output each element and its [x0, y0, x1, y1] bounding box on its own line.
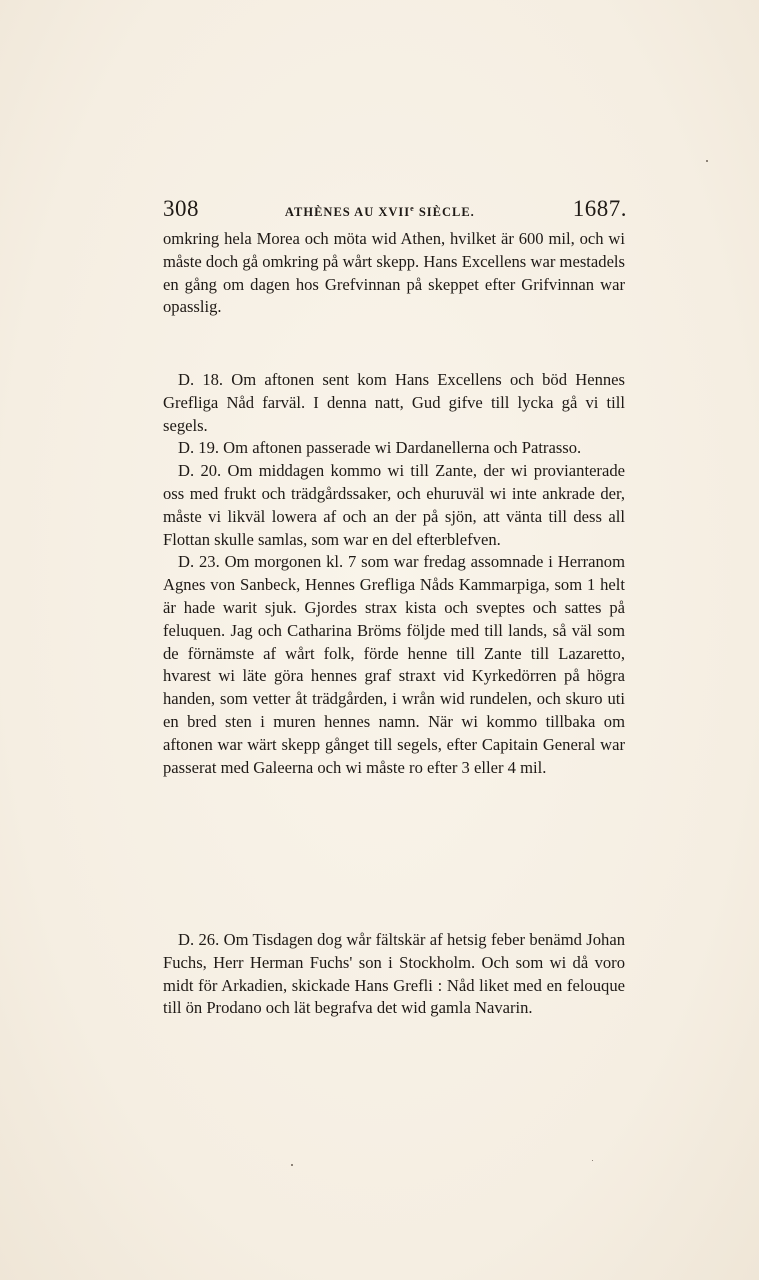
paper-speck	[291, 1164, 293, 1166]
running-header	[163, 196, 627, 230]
entry-d19: D. 19. Om aftonen passerade wi Dardanellerna och Patrasso.	[178, 438, 582, 458]
running-title-end: SIÈCLE.	[414, 205, 475, 219]
entry-d20: D. 20. Om middagen kommo wi till Zante, der wi provianterade oss med frukt och trädgårdssaker, och ehuruväl wi inte ankrade der, måste vi likväl lowera af och an der på sjön, att vänta till dess all Flottan skulle samlas, som war en del efterblefven.	[163, 461, 625, 549]
header-year: 1687.	[572, 196, 627, 221]
entry-d26: D. 26. Om Tisdagen dog wår fältskär af hetsig feber benämd Johan Fuchs, Herr Herman Fuchs' son i Stockholm. Och som wi då voro midt för Arkadien, skickade Hans Grefli : Nåd liket med en felouque till ön Prodano och lät begrafva det wid gamla Navarin.	[163, 930, 625, 1018]
entry-d23: D. 23. Om morgonen kl. 7 som war fredag assomnade i Herranom Agnes von Sanbeck, Hennes Grefliga Nåds Kammarpiga, som 1 helt är hade warit sjuk. Gjordes strax kista och sveptes och sattes på feluquen. Jag och Catharina Bröms följde med till lands, så väl som de förnämste af wårt folk, förde henne till Zante till Lazaretto, hvarest wi läte göra hennes graf straxt vid Kyrkedörren på högra handen, som vetter åt trädgården, i wrån wid rundelen, och skuro uti en bred sten i muren hennes namn. När wi kommo tillbaka om aftonen war wärt skepp gånget till segels, efter Capitain General war passerat med Galeerna och wi måste ro efter 3 eller 4 mil.	[163, 552, 625, 777]
paper-speck	[706, 160, 708, 162]
entry-d18: D. 18. Om aftonen sent kom Hans Excellens och böd Hennes Grefliga Nåd farväl. I denna natt, Gud gifve till lycka gå vi till segels.	[163, 370, 625, 435]
running-title-main: ATHÈNES AU XVII	[284, 205, 411, 219]
running-title-superscript: e	[410, 203, 415, 213]
text-block-entries	[163, 369, 625, 779]
page-number: 308	[163, 196, 199, 221]
paragraph-opening: omkring hela Morea och möta wid Athen, hvilket är 600 mil, och wi måste doch gå omkring på wårt skepp. Hans Excellens war mestadels en gång om dagen hos Grefvinnan på skeppet efter Grifvinnan war opasslig.	[163, 229, 625, 317]
paper-speck	[592, 1160, 593, 1161]
running-title	[285, 204, 475, 220]
text-block-final	[163, 929, 625, 1020]
text-block-opening	[163, 228, 625, 319]
